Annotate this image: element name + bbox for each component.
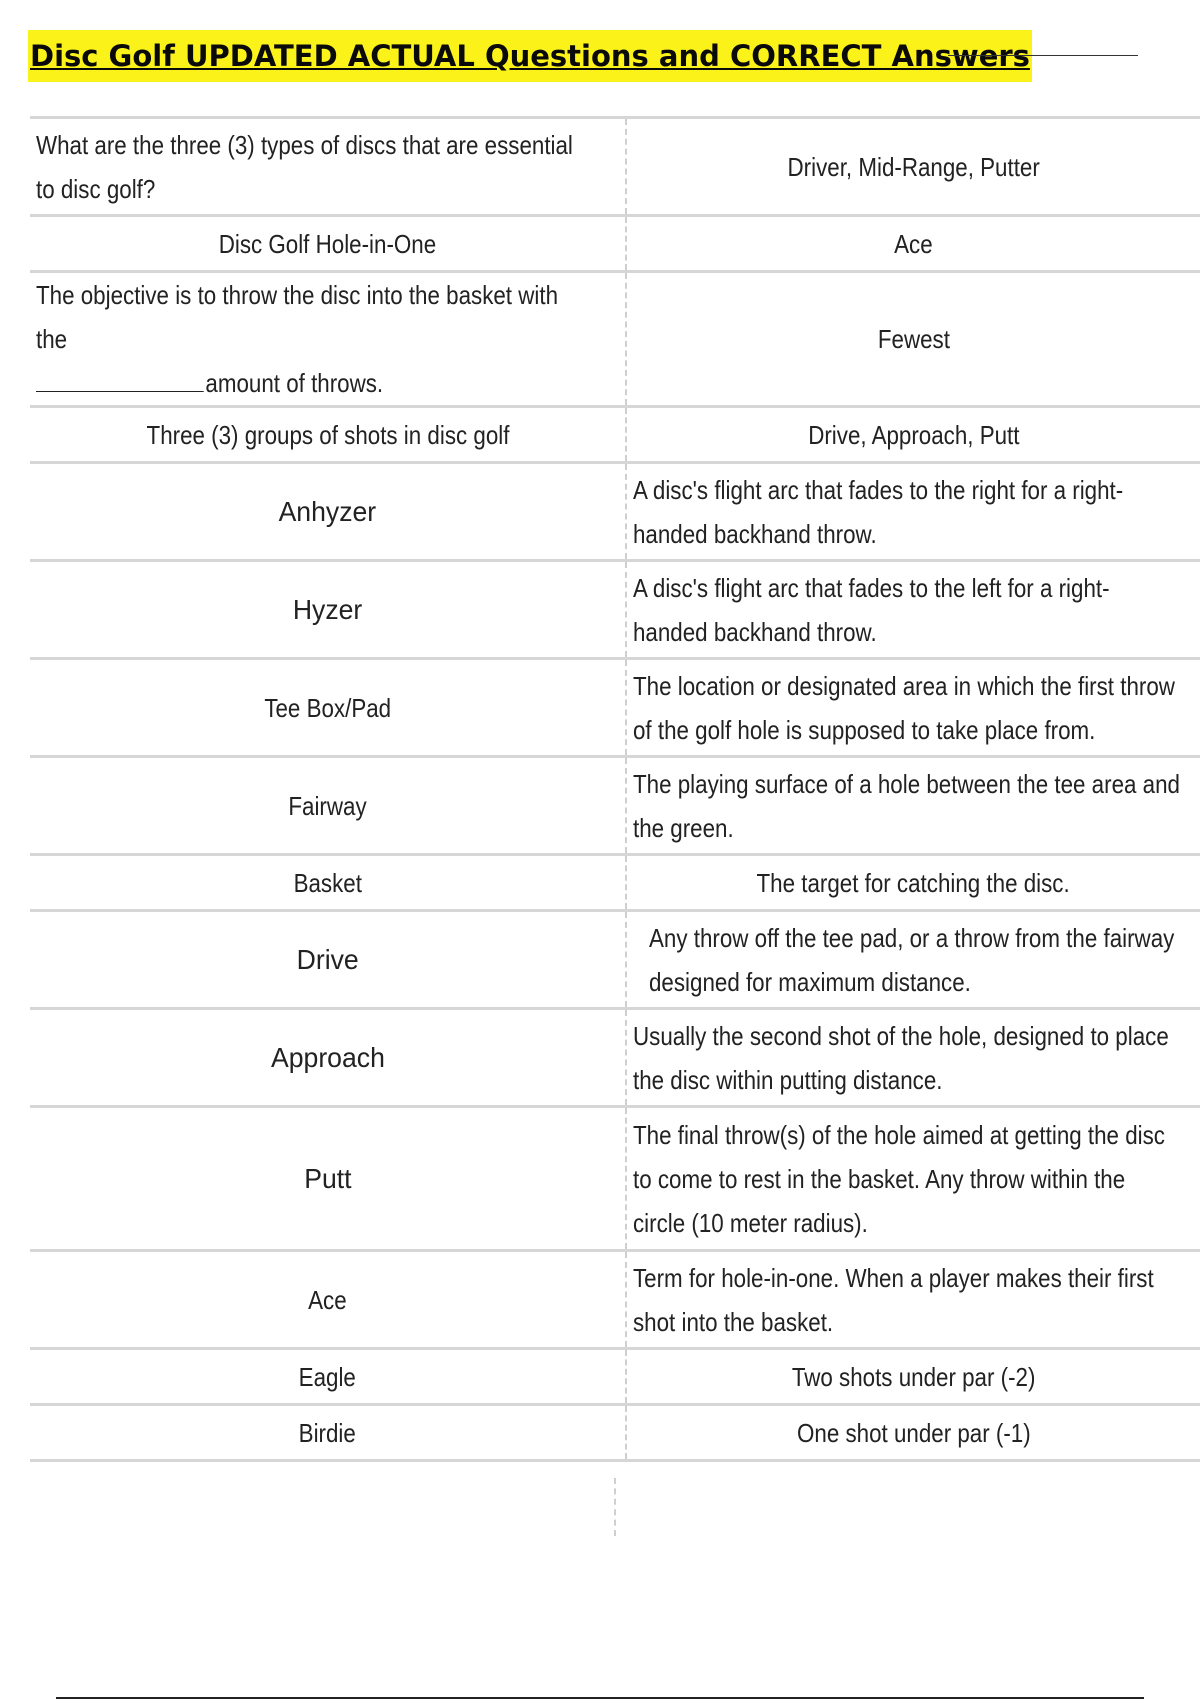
- table-row: [30, 1009, 1200, 1107]
- question-text: Disc Golf Hole-in-One: [218, 228, 437, 259]
- table-row: [30, 757, 1200, 855]
- question-text: What are the three (3) types of discs that are essential to disc golf?: [36, 129, 573, 204]
- question-text: Drive: [296, 943, 359, 975]
- answer-text: A disc's flight arc that fades to the right for a right-handed backhand throw.: [633, 474, 1124, 549]
- question-cell: [30, 216, 626, 272]
- answer-text: Usually the second shot of the hole, designed to place the disc within putting distance.: [633, 1020, 1169, 1095]
- answer-cell: [626, 1107, 1200, 1251]
- answer-cell: [626, 216, 1200, 272]
- question-cell: [30, 855, 626, 911]
- answer-text: The target for catching the disc.: [756, 867, 1071, 898]
- table-row: [30, 855, 1200, 911]
- question-cell: [30, 659, 626, 757]
- question-cell: [30, 272, 626, 407]
- table-row: [30, 1107, 1200, 1251]
- answer-text: The playing surface of a hole between the tee area and the green.: [633, 768, 1180, 843]
- question-cell: [30, 463, 626, 561]
- answer-cell: [626, 407, 1200, 463]
- document-title: Disc Golf UPDATED ACTUAL Questions and CORRECT Answers: [28, 30, 1032, 82]
- answer-cell: [626, 561, 1200, 659]
- answer-cell: [626, 1349, 1200, 1405]
- column-divider-tail: [614, 1478, 616, 1536]
- table-row: [30, 272, 1200, 407]
- table-row: [30, 118, 1200, 216]
- question-text: Fairway: [288, 790, 367, 821]
- table-row: [30, 561, 1200, 659]
- table-row: [30, 1251, 1200, 1349]
- question-cell: [30, 118, 626, 216]
- answer-cell: [626, 855, 1200, 911]
- question-cell: [30, 1349, 626, 1405]
- answer-text: Fewest: [877, 324, 950, 354]
- question-text: Eagle: [298, 1361, 357, 1392]
- answer-cell: [626, 463, 1200, 561]
- answer-text: The final throw(s) of the hole aimed at getting the disc to come to rest in the basket. Any throw within the circle (10 meter radius).: [633, 1119, 1165, 1238]
- answer-cell: [626, 911, 1200, 1009]
- table-row: [30, 407, 1200, 463]
- question-cell: [30, 1251, 626, 1349]
- answer-text: Driver, Mid-Range, Putter: [787, 151, 1040, 182]
- question-text: Ace: [308, 1284, 347, 1315]
- question-text: Birdie: [298, 1417, 357, 1448]
- answer-cell: [626, 118, 1200, 216]
- table-row: [30, 1349, 1200, 1405]
- question-cell: [30, 561, 626, 659]
- table-row: [30, 911, 1200, 1009]
- question-cell: [30, 1405, 626, 1461]
- table-row: [30, 216, 1200, 272]
- title-rule: [948, 55, 1138, 56]
- question-text: Basket: [293, 867, 362, 898]
- answer-text: Ace: [894, 228, 933, 259]
- question-cell: [30, 911, 626, 1009]
- question-text: Approach: [270, 1041, 385, 1073]
- question-text-part2: amount of throws.: [205, 368, 384, 398]
- question-text: Three (3) groups of shots in disc golf: [146, 419, 509, 450]
- answer-text: One shot under par (-1): [796, 1417, 1031, 1448]
- footer-rule: [56, 1697, 1144, 1699]
- answer-text: A disc's flight arc that fades to the left for a right-handed backhand throw.: [633, 572, 1110, 647]
- question-text: Anhyzer: [278, 495, 377, 527]
- answer-text: Term for hole-in-one. When a player makes their first shot into the basket.: [633, 1262, 1154, 1337]
- table-row: [30, 1405, 1200, 1461]
- question-text: Hyzer: [292, 593, 363, 625]
- question-cell: [30, 757, 626, 855]
- question-text: [36, 273, 586, 405]
- qa-table: [30, 116, 1200, 1462]
- question-text: Tee Box/Pad: [264, 692, 391, 723]
- answer-text: The location or designated area in which the first throw of the golf hole is supposed to take place from.: [633, 670, 1175, 745]
- table-row: [30, 659, 1200, 757]
- question-cell: [30, 1009, 626, 1107]
- answer-cell: [626, 1009, 1200, 1107]
- answer-cell: [626, 272, 1200, 407]
- answer-cell: [626, 1405, 1200, 1461]
- question-cell: [30, 1107, 626, 1251]
- question-text: Putt: [303, 1162, 352, 1194]
- title-area: [28, 30, 1138, 82]
- question-text-part1: The objective is to throw the disc into the basket with the: [36, 280, 559, 354]
- answer-text: Two shots under par (-2): [791, 1361, 1036, 1392]
- fill-in-blank: [36, 390, 204, 392]
- answer-cell: [626, 1251, 1200, 1349]
- answer-text: Drive, Approach, Putt: [807, 419, 1020, 450]
- answer-cell: [626, 757, 1200, 855]
- answer-cell: [626, 659, 1200, 757]
- table-row: [30, 463, 1200, 561]
- question-cell: [30, 407, 626, 463]
- answer-text: Any throw off the tee pad, or a throw from the fairway designed for maximum distance.: [649, 922, 1175, 997]
